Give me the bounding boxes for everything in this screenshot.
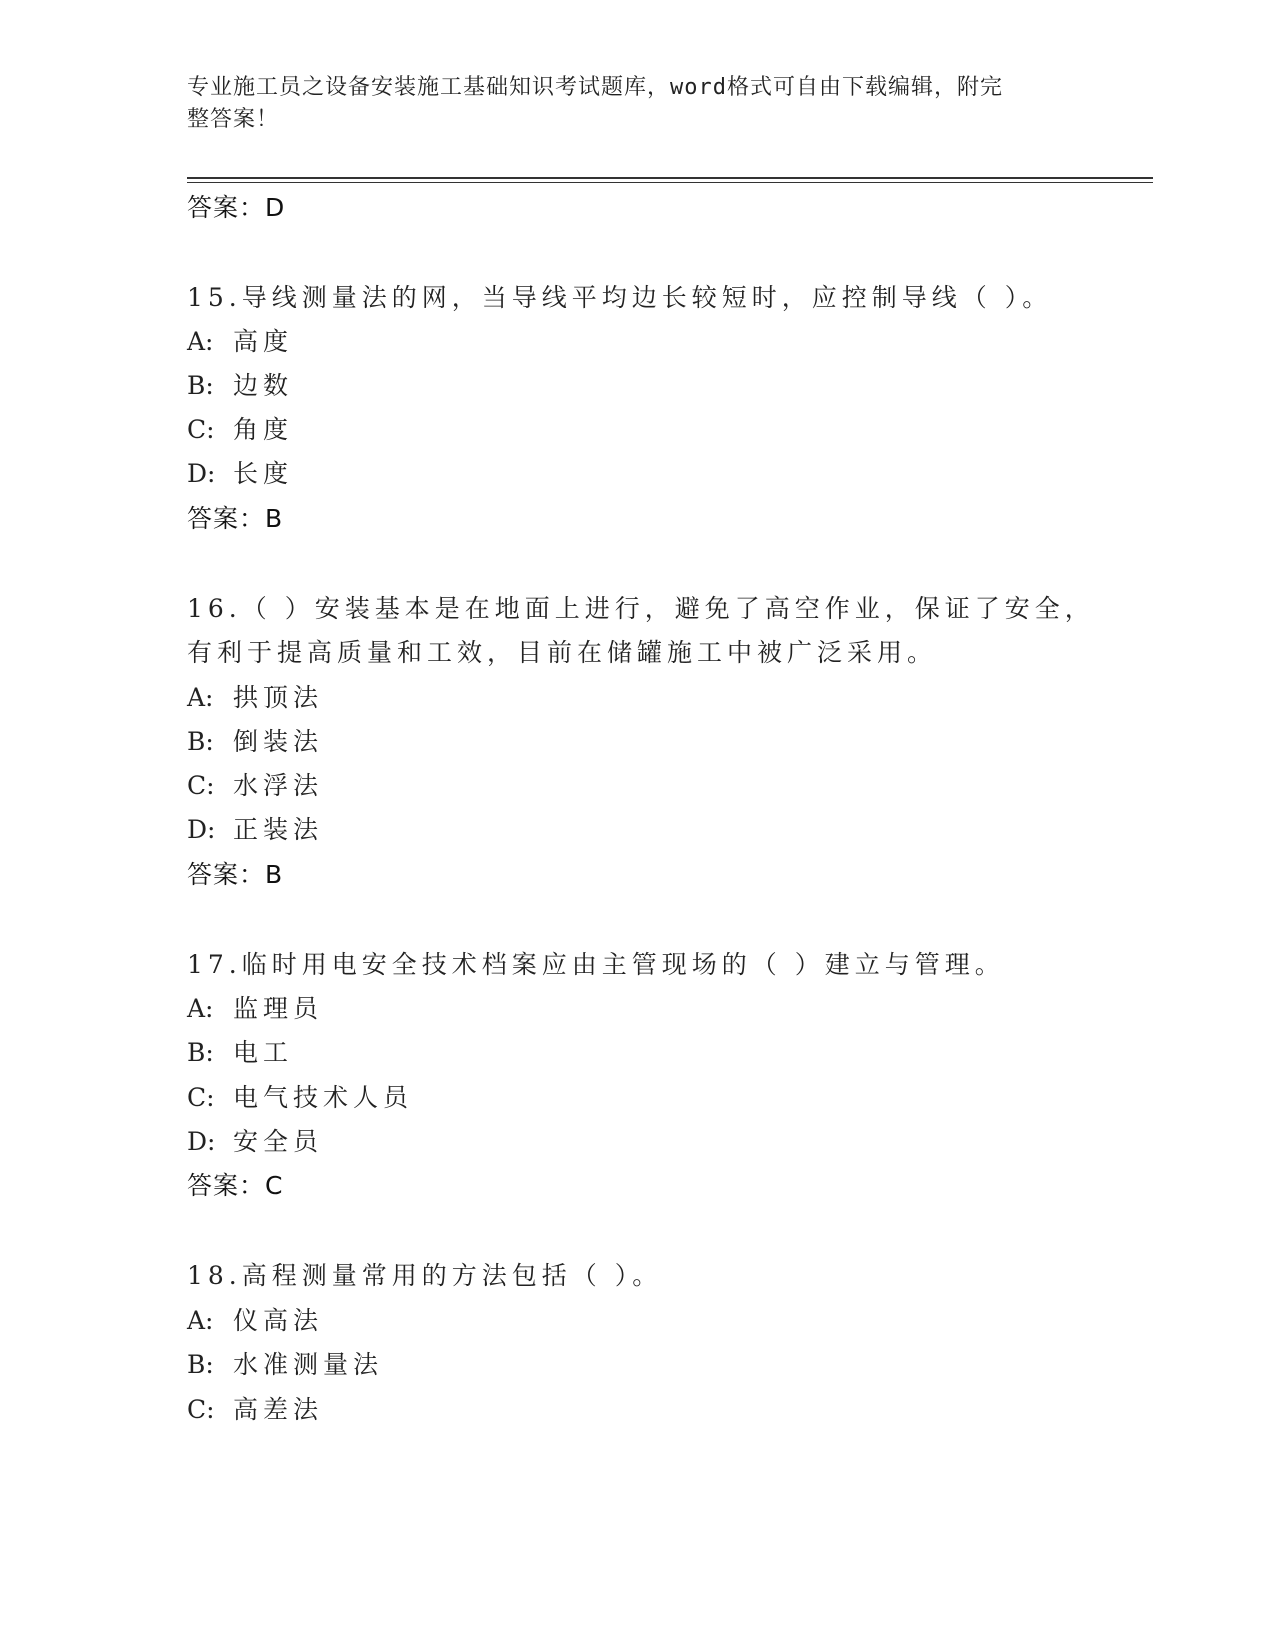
option-letter: D: <box>187 459 216 488</box>
option-text: 安全员 <box>233 1127 324 1156</box>
answer-line: 答案：B <box>187 504 284 533</box>
option-text: 边数 <box>233 371 294 400</box>
option-b <box>187 727 323 757</box>
option-letter: B: <box>187 1350 214 1379</box>
header-divider-thin <box>187 182 1153 183</box>
option-text: 仪高法 <box>233 1306 324 1335</box>
option-b <box>187 1350 383 1380</box>
answer-line: 答案：D <box>187 193 286 222</box>
option-text: 水浮法 <box>233 771 324 800</box>
option-letter: B: <box>187 371 214 400</box>
option-c <box>187 415 293 445</box>
option-a <box>187 994 323 1024</box>
option-letter: A: <box>187 683 214 712</box>
answer-line: 答案：B <box>187 860 284 889</box>
option-letter: B: <box>187 1038 214 1067</box>
question-stem-cont: 有利于提高质量和工效，目前在储罐施工中被广泛采用。 <box>187 638 938 667</box>
option-text: 角度 <box>233 415 294 444</box>
option-text: 正装法 <box>233 815 324 844</box>
option-letter: A: <box>187 994 214 1023</box>
option-c <box>187 1395 323 1425</box>
option-a <box>187 1306 323 1336</box>
option-letter: D: <box>187 1127 216 1156</box>
option-c <box>187 1083 413 1113</box>
option-text: 电工 <box>233 1038 294 1067</box>
question-stem: 16.（ ）安装基本是在地面上进行，避免了高空作业，保证了安全， <box>187 594 1095 623</box>
option-letter: C: <box>187 771 215 800</box>
option-letter: D: <box>187 815 216 844</box>
option-letter: C: <box>187 1083 215 1112</box>
option-a <box>187 327 293 357</box>
option-d <box>187 1127 323 1157</box>
header-line-2: 整答案！ <box>187 107 280 132</box>
question-stem: 15.导线测量法的网，当导线平均边长较短时，应控制导线（ ）。 <box>187 283 1053 312</box>
option-text: 高差法 <box>233 1395 324 1424</box>
answer-line: 答案：C <box>187 1171 284 1200</box>
option-letter: A: <box>187 1306 214 1335</box>
option-text: 电气技术人员 <box>233 1083 414 1112</box>
option-b <box>187 1038 293 1068</box>
option-b <box>187 371 293 401</box>
option-a <box>187 683 323 713</box>
option-c <box>187 771 323 801</box>
option-text: 倒装法 <box>233 727 324 756</box>
option-letter: C: <box>187 1395 215 1424</box>
option-text: 监理员 <box>233 994 324 1023</box>
option-text: 高度 <box>233 327 294 356</box>
option-text: 水准测量法 <box>233 1350 384 1379</box>
header-divider-thick <box>187 177 1153 179</box>
option-d <box>187 459 293 489</box>
option-letter: B: <box>187 727 214 756</box>
option-text: 长度 <box>233 459 294 488</box>
header-line-1: 专业施工员之设备安装施工基础知识考试题库，word格式可自由下载编辑，附完 <box>187 75 1003 100</box>
document-header <box>187 72 1067 136</box>
option-d <box>187 815 323 845</box>
option-text: 拱顶法 <box>233 683 324 712</box>
option-letter: A: <box>187 327 214 356</box>
question-stem: 18.高程测量常用的方法包括（ ）。 <box>187 1261 663 1290</box>
question-stem: 17.临时用电安全技术档案应由主管现场的（ ）建立与管理。 <box>187 950 1005 979</box>
option-letter: C: <box>187 415 215 444</box>
